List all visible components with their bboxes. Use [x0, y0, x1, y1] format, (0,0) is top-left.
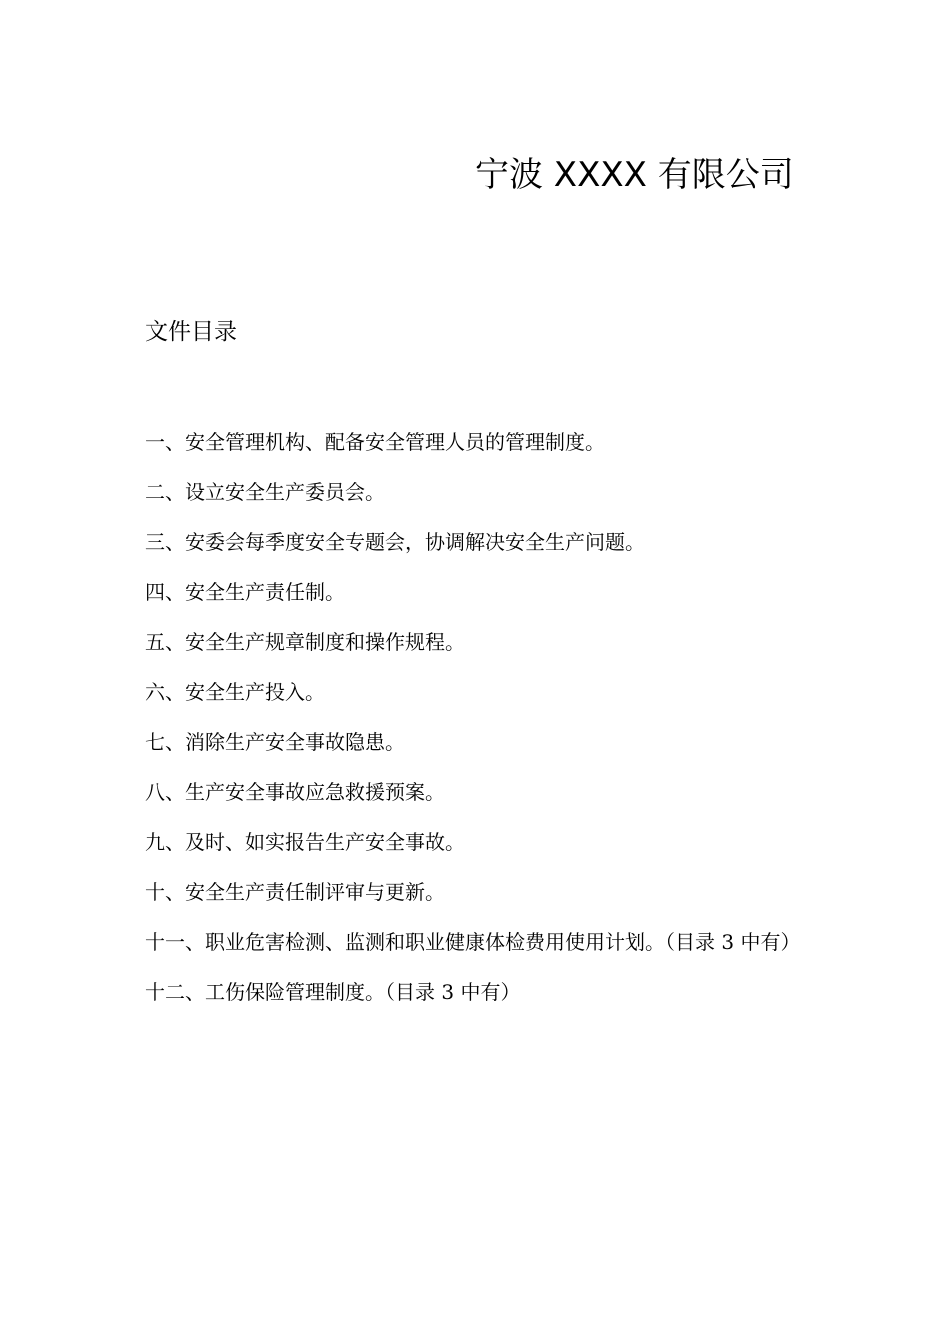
toc-item-4: 四、安全生产责任制。: [145, 580, 345, 604]
toc-item-10: 十、安全生产责任制评审与更新。: [145, 880, 445, 904]
toc-item-8: 八、生产安全事故应急救援预案。: [145, 780, 445, 804]
toc-item-11: 十一、职业危害检测、监测和职业健康体检费用使用计划。（目录 3 中有）: [145, 930, 801, 954]
toc-heading: 文件目录: [145, 319, 237, 345]
toc-item-7: 七、消除生产安全事故隐患。: [145, 730, 405, 754]
toc-item-5: 五、安全生产规章制度和操作规程。: [145, 630, 465, 654]
toc-list: [145, 417, 815, 1017]
toc-item-12: 十二、工伤保险管理制度。（目录 3 中有）: [145, 980, 521, 1004]
toc-item-6: 六、安全生产投入。: [145, 680, 325, 704]
toc-item-3: 三、安委会每季度安全专题会，协调解决安全生产问题。: [145, 530, 645, 554]
toc-item-9: 九、及时、如实报告生产安全事故。: [145, 830, 465, 854]
company-title: 宁波 XXXX 有限公司: [475, 155, 794, 195]
toc-item-1: 一、安全管理机构、配备安全管理人员的管理制度。: [145, 430, 605, 454]
toc-item-2: 二、设立安全生产委员会。: [145, 480, 385, 504]
